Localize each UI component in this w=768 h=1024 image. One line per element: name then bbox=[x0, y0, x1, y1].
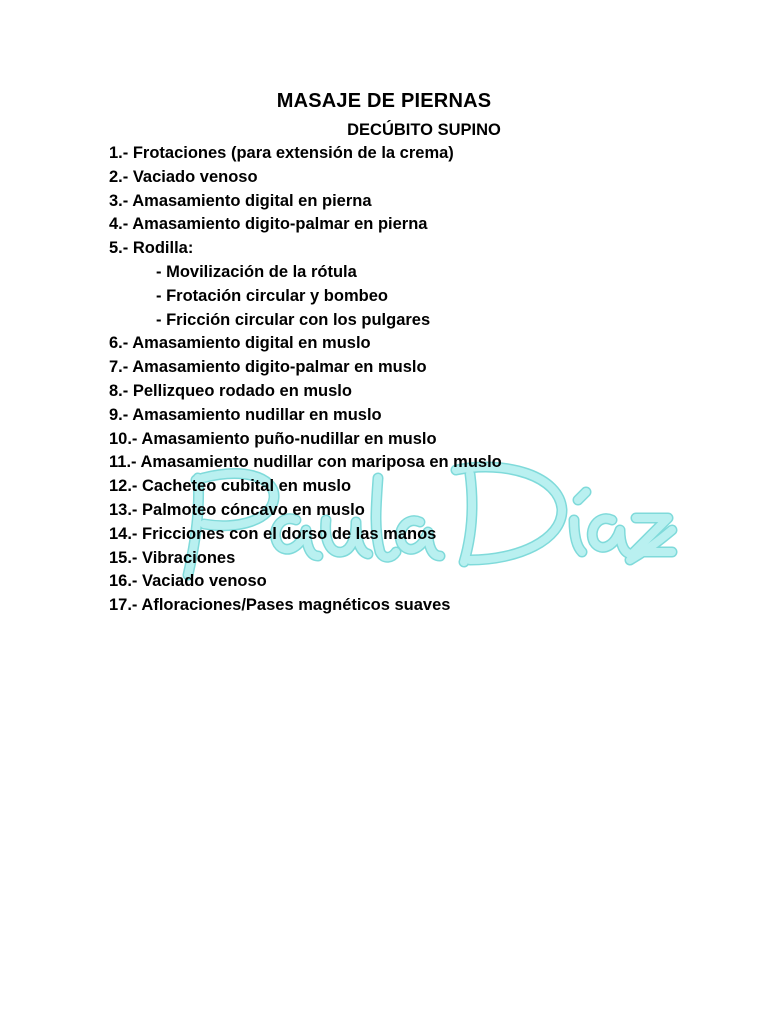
page-subtitle: DECÚBITO SUPINO bbox=[347, 121, 501, 139]
massage-step-list bbox=[109, 142, 669, 618]
list-subitem: - Fricción circular con los pulgares bbox=[156, 310, 431, 329]
list-subitem: - Movilización de la rótula bbox=[156, 262, 357, 281]
list-item: 4.- Amasamiento digito-palmar en pierna bbox=[109, 215, 428, 234]
list-item: 11.- Amasamiento nudillar con mariposa en muslo bbox=[109, 453, 502, 472]
list-item: 1.- Frotaciones (para extensión de la crema) bbox=[109, 144, 454, 162]
list-subitem: - Frotación circular y bombeo bbox=[156, 286, 388, 305]
list-item: 17.- Afloraciones/Pases magnéticos suaves bbox=[109, 596, 451, 615]
list-item: 14.- Fricciones con el dorso de las manos bbox=[109, 524, 437, 543]
list-item: 3.- Amasamiento digital en pierna bbox=[109, 191, 372, 210]
list-item: 15.- Vibraciones bbox=[109, 548, 236, 567]
list-item: 12.- Cacheteo cubital en muslo bbox=[109, 477, 352, 496]
list-item: 2.- Vaciado venoso bbox=[109, 167, 258, 186]
page-title: MASAJE DE PIERNAS bbox=[276, 90, 492, 112]
list-item: 16.- Vaciado venoso bbox=[109, 572, 267, 591]
list-item: 7.- Amasamiento digito-palmar en muslo bbox=[109, 358, 427, 377]
list-item: 5.- Rodilla: bbox=[109, 239, 194, 258]
list-item: 10.- Amasamiento puño-nudillar en muslo bbox=[109, 429, 437, 448]
list-item: 13.- Palmoteo cóncavo en muslo bbox=[109, 500, 365, 519]
list-item: 9.- Amasamiento nudillar en muslo bbox=[109, 405, 382, 424]
list-item: 6.- Amasamiento digital en muslo bbox=[109, 334, 371, 353]
list-item: 8.- Pellizqueo rodado en muslo bbox=[109, 381, 352, 400]
